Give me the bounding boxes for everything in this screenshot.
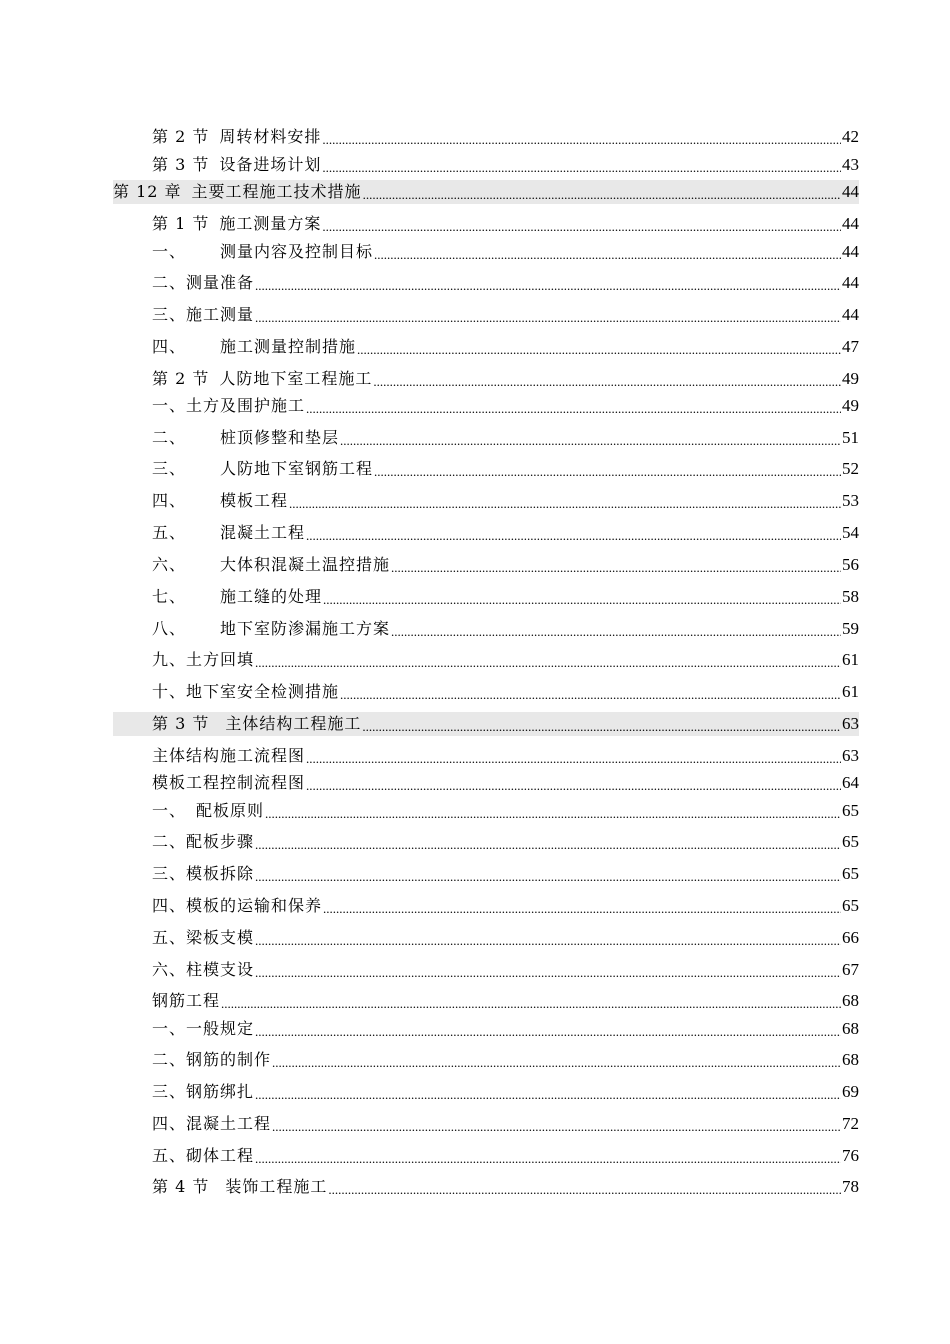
toc-entry-number: 四、: [152, 491, 187, 510]
toc-entry-number: 四、: [152, 337, 187, 356]
dot-leader: [255, 830, 841, 854]
toc-entry-number: 三、: [152, 305, 187, 324]
toc-entry-page: 78: [842, 1177, 859, 1196]
toc-entry-title: [152, 303, 254, 327]
toc-entry-page: 52: [842, 459, 859, 478]
toc-entry-number: 三、: [152, 864, 187, 883]
toc-entry[interactable]: [152, 862, 859, 886]
dot-leader: [328, 1175, 841, 1199]
toc-entry-number: 第 4 节: [152, 1177, 210, 1196]
toc-entry[interactable]: [152, 426, 859, 450]
toc-entry-number: 第 3 节: [152, 714, 210, 733]
toc-entry[interactable]: [152, 799, 859, 823]
toc-entry-text: 配板原则: [196, 801, 265, 820]
toc-entry-page: 69: [842, 1082, 859, 1101]
toc-entry-page: 54: [842, 523, 859, 542]
toc-entry-page: 76: [842, 1146, 859, 1165]
dot-leader: [221, 989, 841, 1013]
toc-entry-text: 土方回填: [186, 650, 255, 669]
toc-entry-page: 61: [842, 682, 859, 701]
toc-entry-text: 土方及围护施工: [186, 396, 306, 415]
toc-entry-text: 一般规定: [186, 1019, 255, 1038]
toc-entry[interactable]: [152, 1080, 859, 1104]
toc-entry-page: 44: [842, 242, 859, 261]
dot-leader: [306, 394, 841, 418]
toc-entry-title: [152, 771, 305, 795]
toc-entry[interactable]: [152, 521, 859, 545]
dot-leader: [322, 212, 841, 236]
toc-entry[interactable]: [152, 617, 859, 641]
toc-entry-page: 43: [842, 155, 859, 174]
dot-leader: [340, 680, 841, 704]
dot-leader: [391, 617, 841, 641]
toc-entry-page: 65: [842, 832, 859, 851]
toc-entry-text: 模板拆除: [186, 864, 255, 883]
dot-leader: [272, 1048, 841, 1072]
toc-entry-title: [152, 1112, 271, 1136]
dot-leader: [357, 335, 841, 359]
toc-entry-page: 64: [842, 773, 859, 792]
toc-entry[interactable]: [152, 240, 859, 264]
toc-entry-text: 地下室防渗漏施工方案: [220, 619, 391, 638]
dot-leader: [374, 457, 841, 481]
toc-entry-number: 九、: [152, 650, 187, 669]
dot-leader: [255, 926, 841, 950]
toc-entry-text: 配板步骤: [186, 832, 255, 851]
toc-entry-text: 测量准备: [186, 273, 255, 292]
dot-leader: [255, 1144, 841, 1168]
toc-entry-title: [152, 153, 321, 177]
toc-entry-number: 二、: [152, 1050, 187, 1069]
dot-leader: [265, 799, 841, 823]
toc-entry-title: [152, 1048, 271, 1072]
toc-entry-page: 72: [842, 1114, 859, 1133]
toc-entry-page: 67: [842, 960, 859, 979]
toc-entry[interactable]: [152, 335, 859, 359]
toc-entry-title: [152, 894, 322, 918]
toc-entry-page: 44: [842, 273, 859, 292]
toc-entry-page: 61: [842, 650, 859, 669]
toc-entry[interactable]: [152, 153, 859, 177]
toc-entry-title: [152, 799, 264, 823]
dot-leader: [306, 771, 841, 795]
toc-entry[interactable]: [113, 180, 859, 204]
toc-entry-text: 混凝土工程: [186, 1114, 272, 1133]
toc-entry-title: [152, 521, 305, 545]
toc-entry-text: 设备进场计划: [219, 155, 322, 174]
toc-entry-text: 桩顶修整和垫层: [220, 428, 340, 447]
toc-entry-page: 63: [842, 746, 859, 765]
dot-leader: [255, 958, 841, 982]
toc-entry-number: 第 2 节: [152, 369, 210, 388]
dot-leader: [374, 240, 841, 264]
toc-entry-title: [152, 125, 321, 149]
dot-leader: [272, 1112, 841, 1136]
toc-entry-title: [152, 744, 305, 768]
toc-entry-text: 主体结构施工流程图: [152, 746, 306, 765]
toc-entry[interactable]: [152, 744, 859, 768]
toc-entry-title: [152, 1017, 254, 1041]
toc-entry-page: 44: [842, 305, 859, 324]
toc-entry-number: 一、: [152, 242, 187, 261]
toc-entry[interactable]: [152, 894, 859, 918]
toc-entry-number: 三、: [152, 459, 187, 478]
toc-entry-page: 63: [842, 714, 859, 733]
toc-entry-text: 施工测量: [186, 305, 255, 324]
dot-leader: [306, 521, 841, 545]
dot-leader: [289, 489, 841, 513]
toc-entry-number: 二、: [152, 832, 187, 851]
toc-entry-title: [152, 457, 373, 481]
toc-entry-text: 周转材料安排: [219, 127, 322, 146]
toc-entry[interactable]: [152, 771, 859, 795]
toc-entry-text: 混凝土工程: [220, 523, 306, 542]
toc-entry[interactable]: [152, 1112, 859, 1136]
toc-entry-number: 六、: [152, 960, 187, 979]
toc-entry-title: [152, 958, 254, 982]
dot-leader: [373, 367, 841, 391]
toc-entry-title: [152, 1175, 327, 1199]
toc-entry[interactable]: [152, 648, 859, 672]
toc-entry-text: 梁板支模: [186, 928, 255, 947]
toc-entry-text: 主体结构工程施工: [225, 714, 362, 733]
toc-entry-title: [152, 989, 220, 1013]
toc-entry-number: 一、: [152, 801, 187, 820]
toc-entry-number: 第 12 章: [113, 182, 182, 201]
dot-leader: [323, 585, 841, 609]
toc-entry-title: [152, 489, 288, 513]
toc-entry-number: 五、: [152, 928, 187, 947]
toc-entry-page: 66: [842, 928, 859, 947]
toc-entry-title: [152, 926, 254, 950]
dot-leader: [306, 744, 841, 768]
toc-entry-title: [152, 830, 254, 854]
toc-entry-text: 砌体工程: [186, 1146, 255, 1165]
toc-entry-page: 59: [842, 619, 859, 638]
toc-entry-text: 模板工程: [220, 491, 289, 510]
toc-entry-number: 六、: [152, 555, 187, 574]
toc-entry-text: 钢筋的制作: [186, 1050, 272, 1069]
toc-entry-number: 四、: [152, 896, 187, 915]
toc-entry-page: 49: [842, 396, 859, 415]
dot-leader: [255, 648, 841, 672]
dot-leader: [322, 125, 841, 149]
dot-leader: [255, 1080, 841, 1104]
toc-entry-number: 第 2 节: [152, 127, 210, 146]
toc-entry[interactable]: [152, 1175, 859, 1199]
toc-entry[interactable]: [152, 271, 859, 295]
toc-entry-number: 四、: [152, 1114, 187, 1133]
toc-entry-title: [152, 212, 321, 236]
toc-entry-title: [152, 426, 339, 450]
toc-entry-number: 一、: [152, 1019, 187, 1038]
toc-entry-text: 钢筋工程: [152, 991, 221, 1010]
dot-leader: [255, 1017, 841, 1041]
toc-entry[interactable]: [113, 712, 859, 736]
dot-leader: [255, 862, 841, 886]
toc-entry-title: [152, 680, 339, 704]
toc-entry-text: 地下室安全检测措施: [186, 682, 340, 701]
toc-entry-page: 65: [842, 801, 859, 820]
dot-leader: [391, 553, 841, 577]
toc-entry-text: 施工测量控制措施: [220, 337, 357, 356]
toc-entry-title: [152, 648, 254, 672]
toc-entry-number: 二、: [152, 273, 187, 292]
toc-entry-number: 七、: [152, 587, 187, 606]
toc-entry[interactable]: [152, 680, 859, 704]
toc-entry-title: [152, 712, 361, 736]
toc-entry[interactable]: [152, 457, 859, 481]
dot-leader: [323, 894, 841, 918]
toc-entry-page: 65: [842, 864, 859, 883]
toc-entry-page: 49: [842, 369, 859, 388]
toc-entry-number: 二、: [152, 428, 187, 447]
toc-entry-text: 模板的运输和保养: [186, 896, 323, 915]
toc-entry-text: 柱模支设: [186, 960, 255, 979]
toc-entry-number: 五、: [152, 523, 187, 542]
toc-entry[interactable]: [152, 585, 859, 609]
dot-leader: [363, 180, 841, 204]
toc-entry-text: 装饰工程施工: [225, 1177, 328, 1196]
toc-entry-number: 一、: [152, 396, 187, 415]
toc-entry[interactable]: [152, 303, 859, 327]
toc-entry-page: 68: [842, 1050, 859, 1069]
toc-entry[interactable]: [152, 212, 859, 236]
toc-entry-title: [152, 240, 373, 264]
toc-entry-page: 44: [842, 214, 859, 233]
toc-entry-title: [152, 585, 322, 609]
toc-entry[interactable]: [152, 958, 859, 982]
toc-entry-page: 65: [842, 896, 859, 915]
toc-entry-page: 68: [842, 991, 859, 1010]
toc-entry-page: 56: [842, 555, 859, 574]
toc-entry-text: 施工缝的处理: [220, 587, 323, 606]
toc-entry[interactable]: [152, 1017, 859, 1041]
toc-entry[interactable]: [152, 489, 859, 513]
toc-entry[interactable]: [152, 125, 859, 149]
toc-entry-number: 五、: [152, 1146, 187, 1165]
toc-entry[interactable]: [152, 1144, 859, 1168]
toc-entry-number: 十、: [152, 682, 187, 701]
toc-entry-title: [152, 271, 254, 295]
toc-entry-number: 八、: [152, 619, 187, 638]
toc-entry-page: 51: [842, 428, 859, 447]
toc-entry[interactable]: [152, 394, 859, 418]
toc-entry-number: 第 3 节: [152, 155, 210, 174]
toc-entry-page: 44: [842, 182, 859, 201]
dot-leader: [255, 271, 841, 295]
toc-entry[interactable]: [152, 553, 859, 577]
toc-entry[interactable]: [152, 926, 859, 950]
dot-leader: [362, 712, 841, 736]
toc-entry-title: [152, 1144, 254, 1168]
toc-entry-text: 测量内容及控制目标: [220, 242, 374, 261]
toc-entry-title: [152, 553, 390, 577]
toc-entry-text: 大体积混凝土温控措施: [220, 555, 391, 574]
toc-entry-title: [152, 862, 254, 886]
toc-entry-page: 42: [842, 127, 859, 146]
toc-entry[interactable]: [152, 989, 859, 1013]
toc-entry-title: [152, 367, 372, 391]
toc-entry-page: 68: [842, 1019, 859, 1038]
dot-leader: [255, 303, 841, 327]
toc-entry-page: 53: [842, 491, 859, 510]
toc-entry-title: [152, 335, 356, 359]
toc-entry-text: 主要工程施工技术措施: [191, 182, 362, 201]
toc-entry-title: [113, 180, 362, 204]
toc-entry-text: 人防地下室钢筋工程: [220, 459, 374, 478]
toc-entry-text: 模板工程控制流程图: [152, 773, 306, 792]
toc-entry-text: 施工测量方案: [219, 214, 322, 233]
toc-entry-title: [152, 394, 305, 418]
dot-leader: [340, 426, 841, 450]
toc-entry-number: 第 1 节: [152, 214, 210, 233]
toc-entry[interactable]: [152, 1048, 859, 1072]
toc-entry-page: 58: [842, 587, 859, 606]
toc-entry[interactable]: [152, 830, 859, 854]
toc-entry[interactable]: [152, 367, 859, 391]
toc-entry-number: 三、: [152, 1082, 187, 1101]
toc-entry-title: [152, 617, 390, 641]
toc-entry-title: [152, 1080, 254, 1104]
toc-entry-text: 钢筋绑扎: [186, 1082, 255, 1101]
toc-entry-text: 人防地下室工程施工: [219, 369, 373, 388]
dot-leader: [322, 153, 841, 177]
toc-entry-page: 47: [842, 337, 859, 356]
